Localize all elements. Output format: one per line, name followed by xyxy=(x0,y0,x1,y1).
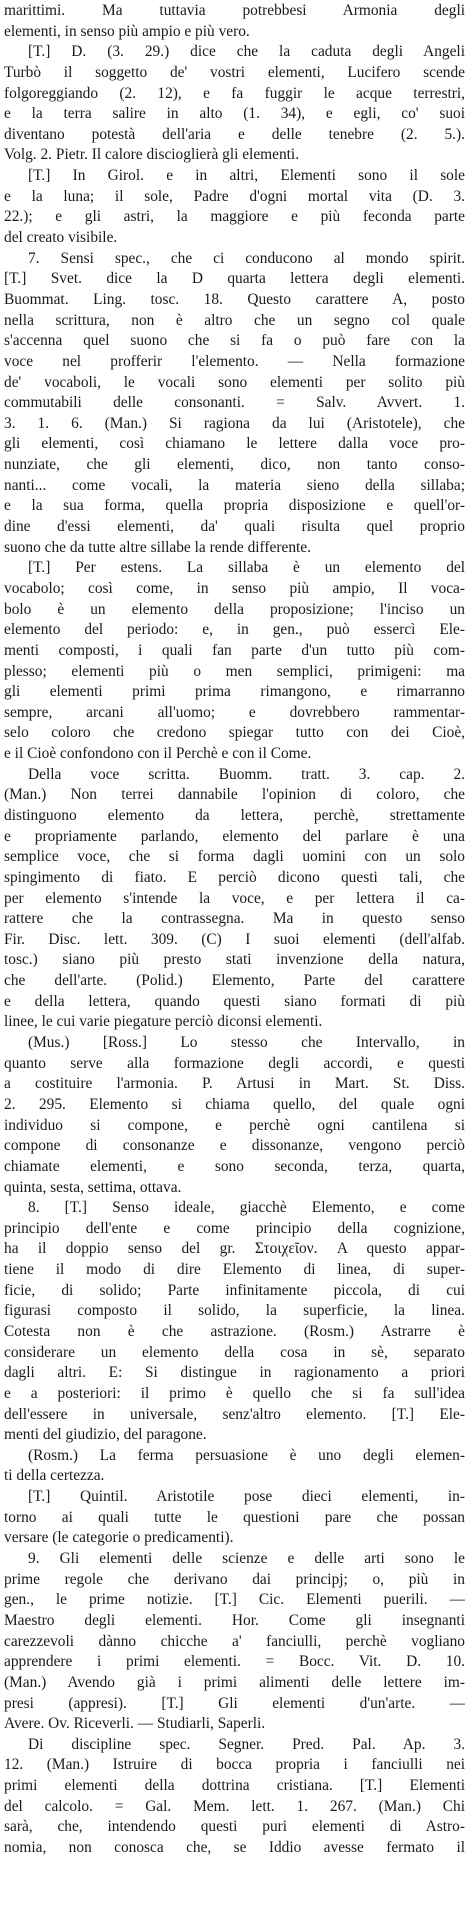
text-line: Volg. 2. Pietr. Il calore discioglierà gli elementi. xyxy=(4,146,300,164)
text-line: nanti... come vocali, la materia sieno della sillaba; xyxy=(4,476,465,494)
text-line: folgoreggiando (2. 12), e fa fuggir le acque terrestri, xyxy=(4,84,465,102)
text-line: menti composti, i quali fan parte d'un tutto più com- xyxy=(4,641,465,659)
text-line: (Rosm.) La ferma persuasione è uno degli elemen- xyxy=(28,1446,465,1464)
text-line: 3. 1. 6. (Man.) Si ragiona da lui (Aristotele), che xyxy=(4,414,465,432)
text-line: per elemento s'intende la voce, e per lettera il ca- xyxy=(4,889,465,907)
text-line: rattere che la contrassegna. Ma in questo senso xyxy=(4,910,465,928)
text-line: [T.] Quintil. Aristotile pose dieci elementi, in- xyxy=(28,1488,465,1506)
text-line: Cotesta non è che astrazione. (Rosm.) Astrarre è xyxy=(4,1323,465,1340)
text-line: Fir. Disc. lett. 309. (C) I suoi elementi (dell'alfab. xyxy=(4,930,465,948)
text-line: [T.] In Girol. e in altri, Elementi sono il sole xyxy=(28,167,465,185)
text-line: s'accenna quel suono che si fa o può fare con la xyxy=(4,332,465,350)
text-line: tosc.) siano più presto stati invenzione della natura, xyxy=(4,951,465,969)
text-line: Della voce scritta. Buomm. tratt. 3. cap. 2. xyxy=(28,765,465,783)
text-line: e la luna; il sole, Padre d'ogni mortal vita (D. 3. xyxy=(4,187,465,205)
text-line: e il Cioè confondono con il Perchè e con il Come. xyxy=(4,745,312,763)
text-line: e della lettera, quando questi siano formati di più xyxy=(4,992,465,1010)
text-line: (Man.) Avendo già i primi alimenti delle lettere im- xyxy=(4,1673,465,1691)
text-line: Maestro degli elementi. Hor. Come gli insegnanti xyxy=(4,1611,465,1629)
text-line: [T.] D. (3. 29.) dice che la caduta degli Angeli xyxy=(28,43,465,61)
text-line: marittimi. Ma tuttavia potrebbesi Armonia degli xyxy=(4,2,465,19)
text-line: apprendere i primi elementi. = Bocc. Vit. D. 10. xyxy=(4,1653,465,1671)
text-line: distinguono elemento da lettera, perchè, strettamente xyxy=(4,806,465,824)
text-line: torno ai quali tutte le questioni pare che possan xyxy=(4,1508,465,1526)
text-line: nomia, non conosca che, se Iddio avesse fermato il xyxy=(4,1839,465,1857)
text-line: 2. 295. Elemento si chiama quello, del quale ogni xyxy=(4,1095,465,1113)
text-line: [T.] Svet. dice la D quarta lettera degli elementi. xyxy=(4,270,465,288)
text-line: 9. Gli elementi delle scienze e delle arti sono le xyxy=(28,1550,465,1568)
text-line: e a posteriori: il primo è quello che si fa sull'idea xyxy=(4,1384,465,1402)
text-line: primi elementi della dottrina cristiana. [T.] Elementi xyxy=(4,1777,465,1795)
text-line: del creato visibile. xyxy=(4,229,118,247)
text-line: presi (appresi). [T.] Gli elementi d'un'arte. — xyxy=(4,1694,465,1712)
text-line: ficie, di solido; Parte infinitamente piccola, di cui xyxy=(4,1281,465,1299)
text-line: e la sua forma, quella propria disposizione e quell'or- xyxy=(4,497,465,515)
text-line: nunziate, che gli elementi, dico, non tanto conso- xyxy=(4,456,465,474)
text-line: vocabolo; così come, in senso più ampio, Il voca- xyxy=(4,579,465,597)
text-column xyxy=(4,1,465,1859)
text-line: (Mus.) [Ross.] Lo stesso che Intervallo, in xyxy=(28,1034,465,1052)
text-line: carezzevoli dànno chicche a' fanciulli, perchè vogliano xyxy=(4,1632,465,1650)
text-line: plesso; elementi più o men semplici, primigeni: ma xyxy=(4,662,465,680)
text-line: gli elementi primi prima rimangono, e rimarranno xyxy=(4,683,465,701)
text-line: elemento del periodo: e, in gen., può essercì Ele- xyxy=(4,621,465,639)
text-line: linee, le cui varie piegature perciò diconsi elementi. xyxy=(4,1013,323,1031)
text-line: dagli altri. E: Si distingue in ragionamento a priori xyxy=(4,1364,465,1382)
text-line: semplice voce, che si forma dagli uomini con un solo xyxy=(4,848,465,866)
text-line: gli elementi, così chiamano le lettere dalla voce pro- xyxy=(4,435,465,453)
text-line: ha il doppio senso del gr. Στοιχεῖον. A questo appar- xyxy=(4,1240,465,1258)
text-line: de' vocaboli, le vocali sono elementi per solito più xyxy=(4,373,465,391)
text-line: Di discipline spec. Segner. Pred. Pal. Ap. 3. xyxy=(28,1735,465,1753)
text-line: menti del giudizio, del paragone. xyxy=(4,1426,207,1444)
text-line: ti della certezza. xyxy=(4,1467,105,1485)
text-line: a costituire l'armonia. P. Artusi in Mart. St. Diss. xyxy=(4,1075,465,1093)
text-line: quinta, sesta, settima, ottava. xyxy=(4,1178,182,1196)
text-line: Buommat. Ling. tosc. 18. Questo carattere A, posto xyxy=(4,290,465,308)
text-line: Avere. Ov. Riceverli. — Studiarli, Saperli. xyxy=(4,1715,266,1733)
text-line: [T.] Per estens. La sillaba è un elemento del xyxy=(28,559,465,577)
text-line: bolo è un elemento della proposizione; l'inciso un xyxy=(4,600,465,618)
text-line: dine d'essi elementi, da' quali risulta quel proprio xyxy=(4,518,465,536)
text-line: selo coloro che credono spiegar tutto con dei Cioè, xyxy=(4,724,465,742)
text-line: e propriamente parlando, elemento del parlare è una xyxy=(4,827,465,845)
text-line: dell'essere in universale, senz'altro elemento. [T.] Ele- xyxy=(4,1405,465,1423)
text-line: spingimento di fiato. E perciò dicono questi tali, che xyxy=(4,868,465,886)
text-line: commutabili delle consonanti. = Salv. Avvert. 1. xyxy=(4,394,465,412)
text-line: diventano potestà dell'aria e delle tenebre (2. 5.). xyxy=(4,125,465,143)
text-line: tiene il modo di dire Elemento di linea, di super- xyxy=(4,1261,465,1279)
text-line: (Man.) Non terrei dannabile l'opinion di coloro, che xyxy=(4,786,465,804)
text-line: chiamate elementi, e sono seconda, terza, quarta, xyxy=(4,1157,465,1175)
text-line: voce nel profferir l'elemento. — Nella formazione xyxy=(4,352,465,370)
text-line: principio dell'ente e come principio della cognizione, xyxy=(4,1219,465,1237)
text-line: 22.); e gli astri, la maggiore e più feconda parte xyxy=(4,208,465,226)
text-line: versare (le categorie o predicamenti). xyxy=(4,1529,234,1547)
text-line: compone di consonanze e dissonanze, vengono perciò xyxy=(4,1137,465,1155)
text-line: sempre, arcani all'uomo; e dovrebbero rammentar- xyxy=(4,703,465,721)
text-line: gen., le prime notizie. [T.] Cic. Elementi puerili. — xyxy=(4,1591,465,1609)
text-line: Turbò il soggetto de' vostri elementi, Lucifero scende xyxy=(4,63,465,81)
text-line: suono che da tutte altre sillabe la rende differente. xyxy=(4,538,311,556)
text-line: 12. (Man.) Istruire di bocca propria i fanciulli nei xyxy=(4,1756,465,1774)
text-line: figurasi composto il solido, la superficie, la linea. xyxy=(4,1302,465,1320)
text-line: elementi, in senso più ampio e più vero. xyxy=(4,22,250,40)
text-line: e la terra salire in alto (1. 34), e egli, co' suoi xyxy=(4,105,465,123)
text-line: considerare un elemento della cosa in sè, separato xyxy=(4,1343,465,1361)
text-line: quanto serve alla formazione degli accordi, e questi xyxy=(4,1054,465,1072)
text-line: che dell'arte. (Polid.) Elemento, Parte del carattere xyxy=(4,972,465,990)
text-line: 8. [T.] Senso ideale, giacchè Elemento, e come xyxy=(28,1199,465,1217)
text-line: individuo si compone, e perchè ogni cantilena si xyxy=(4,1116,465,1134)
text-line: prime regole che derivano dai principj; o, più in xyxy=(4,1570,465,1588)
text-line: 7. Sensi spec., che ci conducono al mondo spirit. xyxy=(28,249,465,267)
text-line: sarà, che, intendendo questi puri elementi di Astro- xyxy=(4,1818,465,1836)
text-line: nella scrittura, non è altro che un segno col quale xyxy=(4,311,465,329)
text-line: del calcolo. = Gal. Mem. lett. 1. 267. (Man.) Chi xyxy=(4,1797,465,1815)
